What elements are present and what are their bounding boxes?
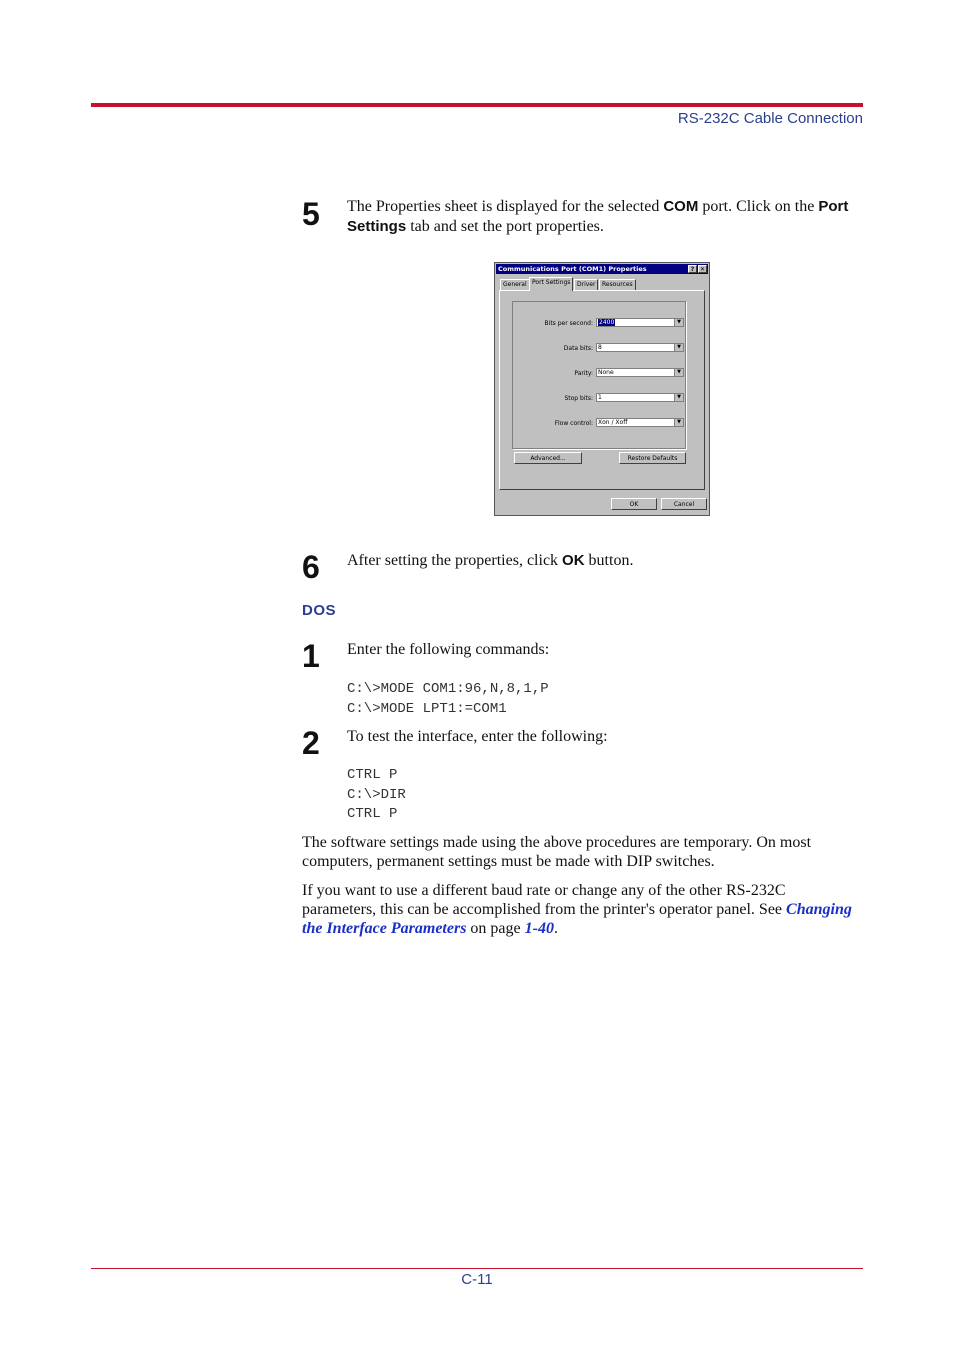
port-settings-term: Port Settings <box>347 198 849 235</box>
ok-button[interactable]: OK <box>611 498 657 510</box>
data-bits-select[interactable]: 8 ▼ <box>596 343 684 352</box>
dialog-titlebar <box>496 264 708 274</box>
running-header: RS-232C Cable Connection <box>677 110 863 127</box>
chevron-down-icon: ▼ <box>674 419 683 426</box>
bits-per-second-select[interactable]: 2400 ▼ <box>596 318 684 327</box>
com-term: COM <box>663 198 699 215</box>
code-line: C:\>DIR <box>347 786 406 803</box>
advanced-button[interactable]: Advanced... <box>514 452 582 464</box>
dos-step-1-text: Enter the following commands: <box>347 641 550 658</box>
chevron-down-icon: ▼ <box>674 319 683 326</box>
dos-heading: DOS <box>302 602 337 619</box>
step-5-number: 5 <box>302 196 320 232</box>
footer-rule <box>91 1268 863 1269</box>
code-line: CTRL P <box>347 806 398 822</box>
step-6-text: After setting the properties, click OK button. <box>347 552 634 569</box>
interface-parameters-link[interactable]: Changing the Interface Parameters <box>302 901 852 937</box>
baud-rate-paragraph: If you want to use a different baud rate or change any of the other RS-232C parameters, this can be accomplished from the printer's operator panel. See Changing the Interface Parameters on page 1-40. <box>302 882 852 937</box>
parity-label: Parity: <box>574 370 593 377</box>
dos-step-2-number: 2 <box>302 725 320 761</box>
step-5-text: The Properties sheet is displayed for the selected COM port. Click on the Port Settings tab and set the port properties. <box>347 198 849 235</box>
code-line: C:\>MODE LPT1:=COM1 <box>347 700 507 717</box>
tab-driver[interactable]: Driver <box>574 279 598 290</box>
dos-step-2-code <box>347 766 406 825</box>
page-ref-link[interactable]: 1-40 <box>524 920 554 937</box>
com-properties-dialog <box>494 262 710 516</box>
flow-control-label: Flow control: <box>554 420 593 427</box>
restore-defaults-button[interactable]: Restore Defaults <box>619 452 686 464</box>
dialog-title: Communications Port (COM1) Properties <box>498 265 647 273</box>
dos-step-1-code <box>347 680 549 719</box>
stop-bits-label: Stop bits: <box>564 395 593 402</box>
chevron-down-icon: ▼ <box>674 344 683 351</box>
dos-step-2-text: To test the interface, enter the following: <box>347 728 608 745</box>
stop-bits-select[interactable]: 1 ▼ <box>596 393 684 402</box>
header-rule <box>91 103 863 107</box>
tab-port-settings[interactable]: Port Settings <box>529 277 573 291</box>
step-6-number: 6 <box>302 549 320 585</box>
flow-control-select[interactable]: Xon / Xoff ▼ <box>596 418 684 427</box>
chevron-down-icon: ▼ <box>674 394 683 401</box>
port-settings-panel <box>499 290 705 490</box>
code-line: CTRL P <box>347 767 398 783</box>
ok-term: OK <box>562 552 585 569</box>
dos-step-1-number: 1 <box>302 638 320 674</box>
close-icon[interactable]: ✕ <box>699 266 706 273</box>
temporary-settings-paragraph: The software settings made using the above procedures are temporary. On most computers, permanent settings must be made with DIP switches. <box>302 834 812 870</box>
parity-select[interactable]: None ▼ <box>596 368 684 377</box>
tab-resources[interactable]: Resources <box>599 279 636 290</box>
tab-general[interactable]: General <box>500 279 530 290</box>
cancel-button[interactable]: Cancel <box>661 498 707 510</box>
page-number: C-11 <box>461 1271 493 1288</box>
code-line: C:\>MODE COM1:96,N,8,1,P <box>347 681 549 697</box>
chevron-down-icon: ▼ <box>674 369 683 376</box>
help-icon[interactable]: ? <box>688 265 697 273</box>
bits-per-second-label: Bits per second: <box>544 320 593 327</box>
settings-groupbox <box>512 301 686 449</box>
data-bits-label: Data bits: <box>563 345 593 352</box>
